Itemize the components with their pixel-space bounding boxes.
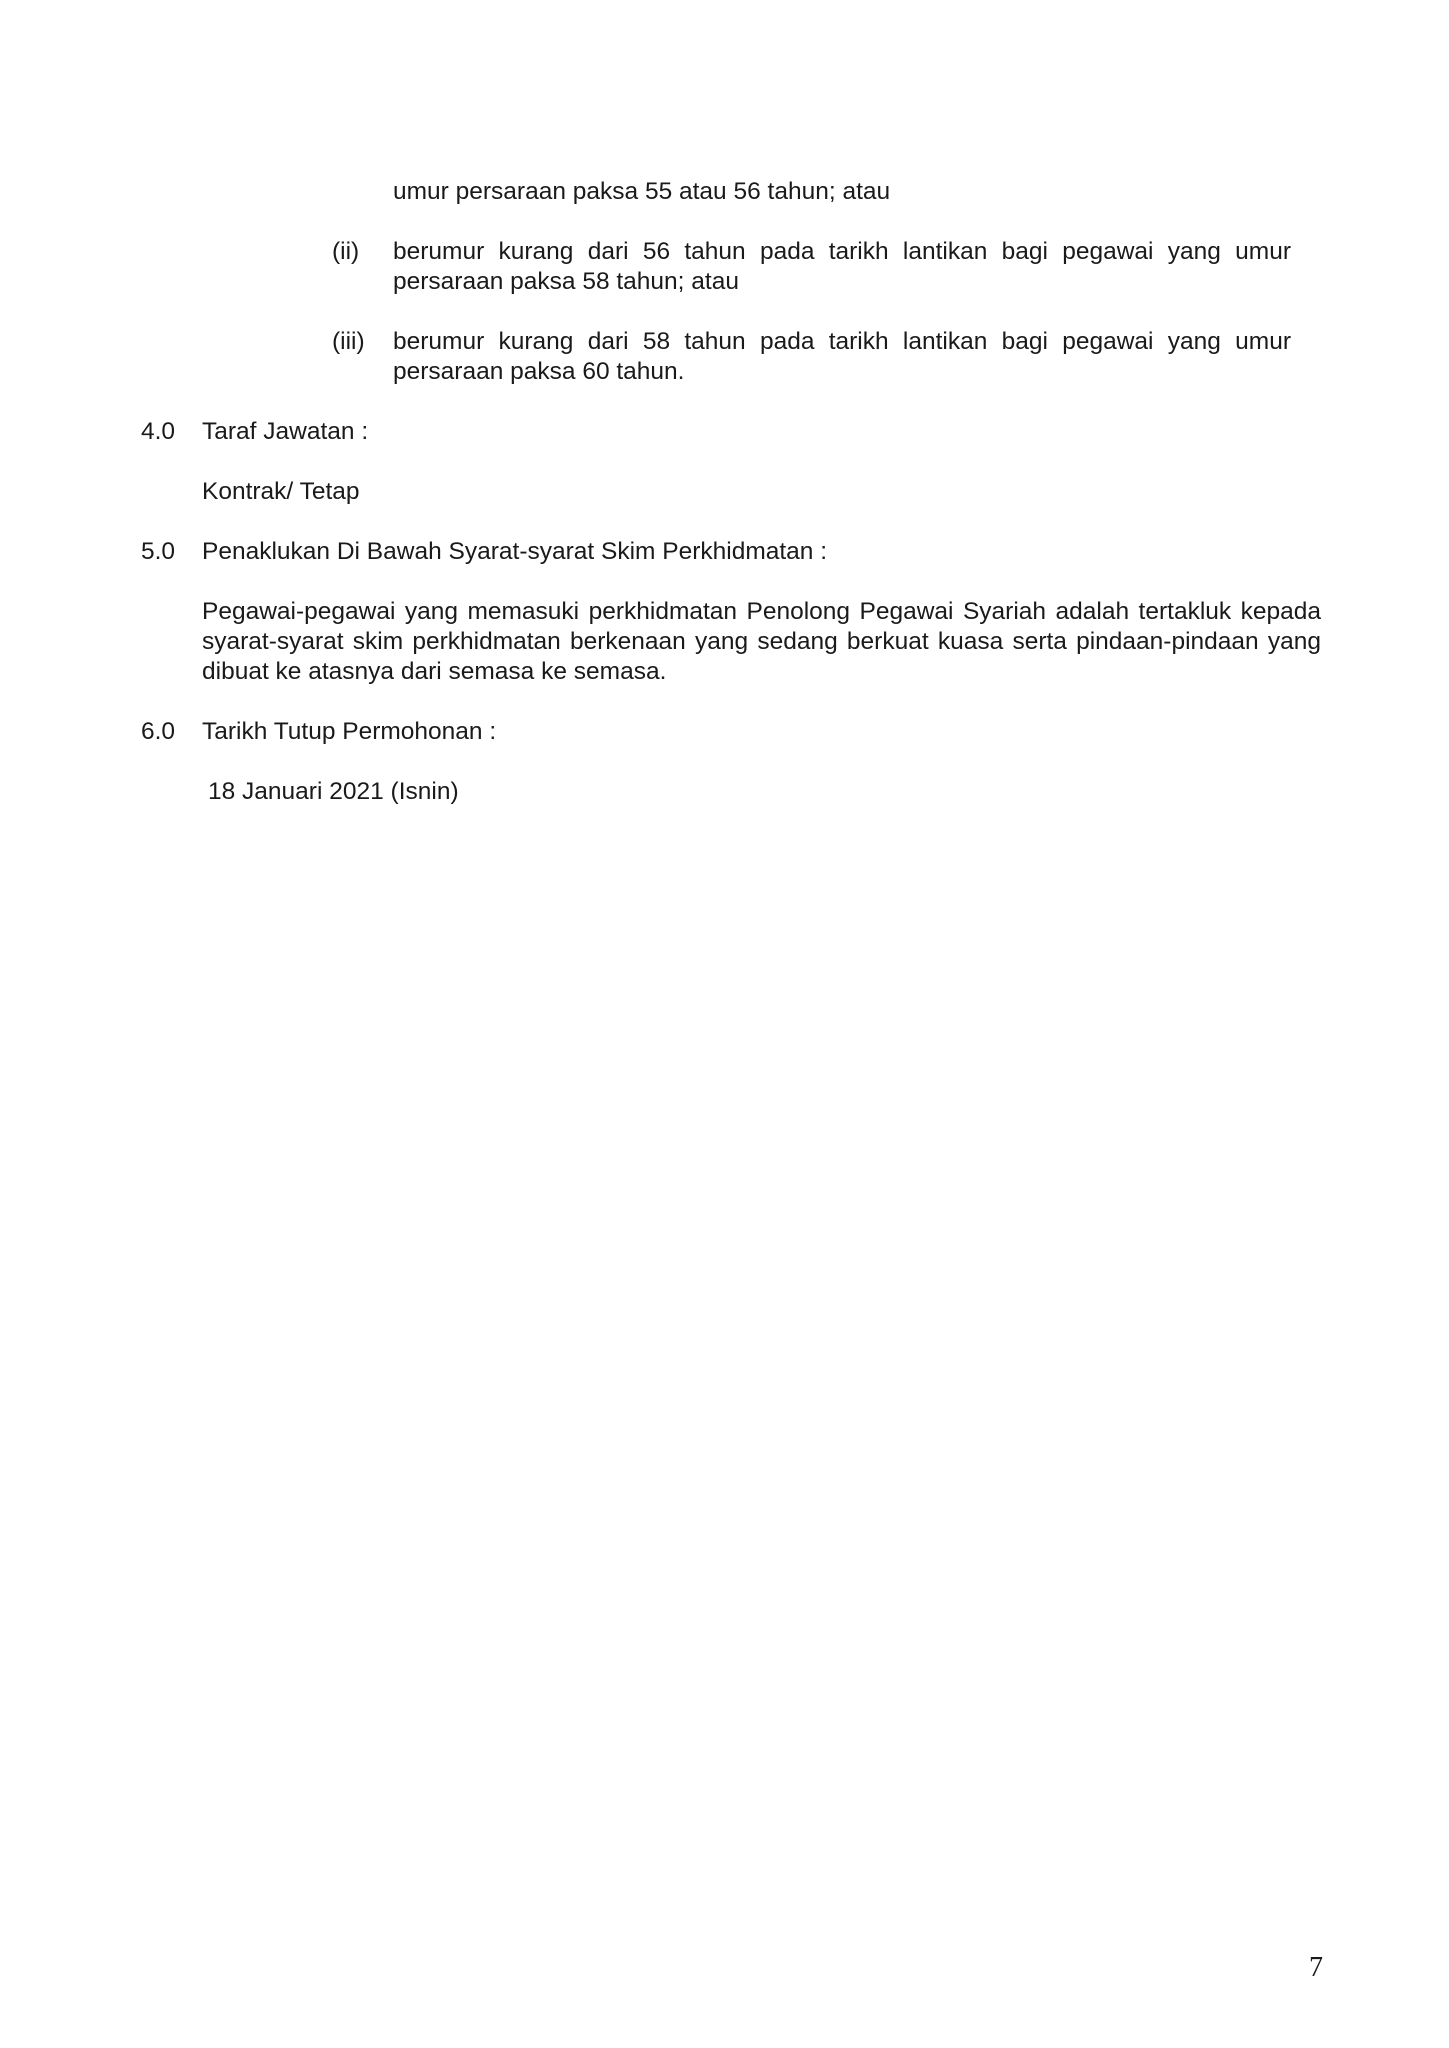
sub-item-ii-text: berumur kurang dari 56 tahun pada tarikh lantikan bagi pegawai yang umur persaraan paksa 58 tahun; atau [393,238,1291,295]
section-6-body: 18 Januari 2021 (Isnin) [208,778,459,805]
sub-item-iii-label: (iii) [332,328,365,355]
sub-item-iii-text: berumur kurang dari 58 tahun pada tarikh lantikan bagi pegawai yang umur persaraan paksa 60 tahun. [393,328,1291,385]
section-5-body: Pegawai-pegawai yang memasuki perkhidmatan Penolong Pegawai Syariah adalah tertakluk kepada syarat-syarat skim perkhidmatan berkenaan yang sedang berkuat kuasa serta pindaan-pindaan yang dibuat ke atasnya dari semasa ke semasa. [202,598,1321,685]
section-6-number: 6.0 [141,718,176,745]
section-6-title: Tarikh Tutup Permohonan : [202,718,497,745]
section-5-title: Penaklukan Di Bawah Syarat-syarat Skim Perkhidmatan : [202,538,828,565]
sub-item-ii-label: (ii) [332,238,360,265]
sub-item-i-continuation: umur persaraan paksa 55 atau 56 tahun; atau [393,178,891,205]
section-5-number: 5.0 [141,538,176,565]
section-4-body: Kontrak/ Tetap [202,478,360,505]
section-4-title: Taraf Jawatan : [202,418,369,445]
page-number: 7 [1309,1952,1323,1983]
section-4-number: 4.0 [141,418,176,445]
